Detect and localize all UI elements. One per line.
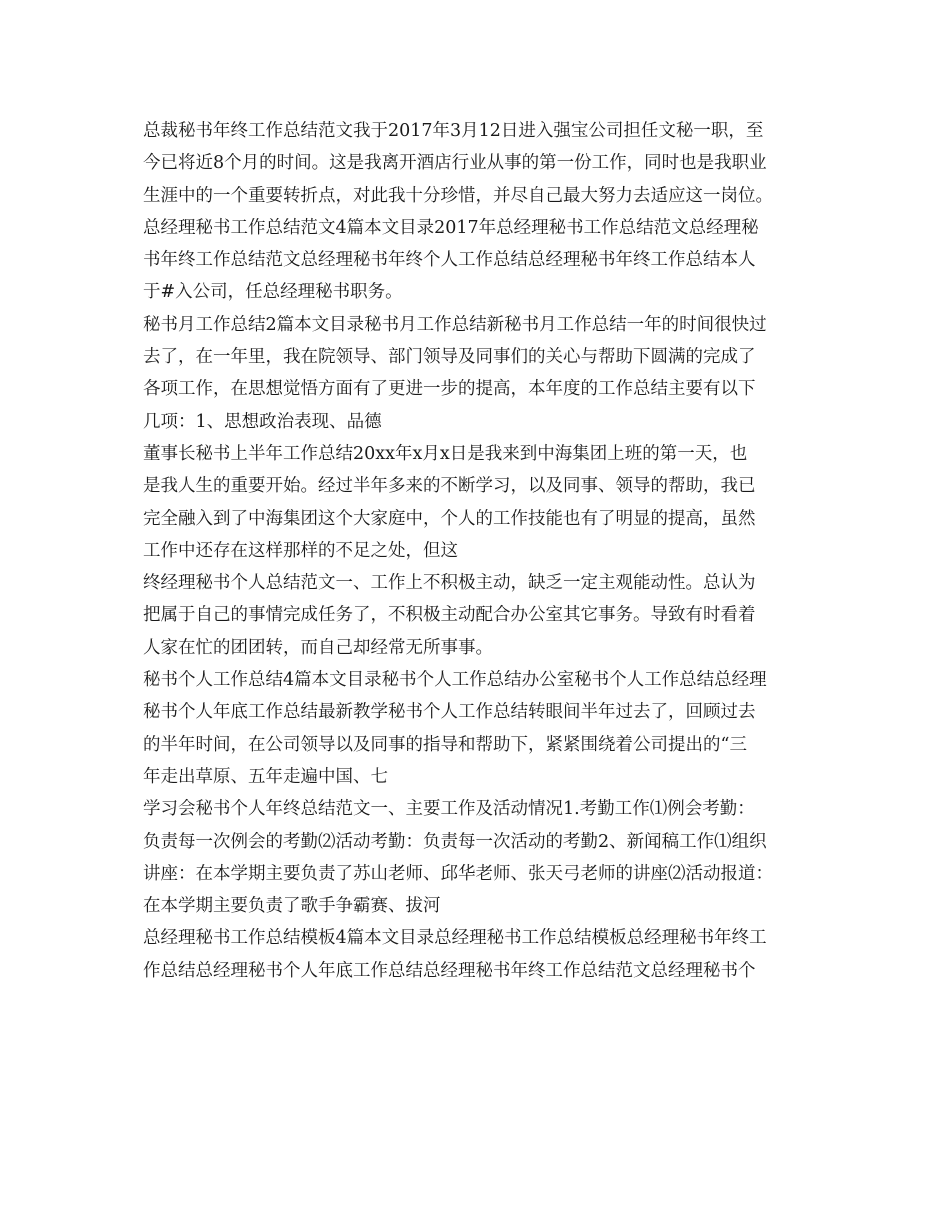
text-line: 在本学期主要负责了歌手争霸赛、拔河 (143, 896, 441, 917)
text-line: 秘书个人工作总结4篇本文目录秘书个人工作总结办公室秘书个人工作总结总经理 (143, 670, 767, 691)
text-line: 负责每一次例会的考勤⑵活动考勤：负责每一次活动的考勤2、新闻稿工作⑴组织 (143, 831, 767, 852)
text-line: 作总结总经理秘书个人年底工作总结总经理秘书年终工作总结范文总经理秘书个 (143, 960, 756, 981)
paragraph-3 (143, 309, 815, 438)
text-line: 总裁秘书年终工作总结范文我于2017年3月12日进入强宝公司担任文秘一职，至 (143, 121, 764, 141)
paragraph-1 (143, 115, 815, 212)
text-line: 把属于自己的事情完成任务了，不积极主动配合办公室其它事务。导致有时看着 (143, 605, 756, 626)
paragraph-6 (143, 664, 815, 793)
text-line: 总经理秘书工作总结范文4篇本文目录2017年总经理秘书工作总结范文总经理秘 (143, 217, 759, 238)
paragraph-4 (143, 438, 815, 567)
document-body (143, 115, 815, 987)
text-line: 书年终工作总结范文总经理秘书年终个人工作总结总经理秘书年终工作总结本人 (143, 250, 756, 271)
text-line: 去了，在一年里，我在院领导、部门领导及同事们的关心与帮助下圆满的完成了 (143, 347, 756, 368)
text-line: 于#入公司，任总经理秘书职务。 (143, 282, 403, 303)
text-line: 讲座：在本学期主要负责了苏山老师、邱华老师、张天弓老师的讲座⑵活动报道： (143, 863, 773, 884)
paragraph-5 (143, 567, 815, 664)
text-line: 年走出草原、五年走遍中国、七 (143, 766, 388, 787)
text-line: 总经理秘书工作总结模板4篇本文目录总经理秘书工作总结模板总经理秘书年终工 (143, 928, 767, 949)
text-line: 完全融入到了中海集团这个大家庭中，个人的工作技能也有了明显的提高，虽然 (143, 508, 756, 529)
paragraph-8 (143, 922, 815, 987)
text-line: 生涯中的一个重要转折点，对此我十分珍惜，并尽自己最大努力去适应这一岗位。 (143, 185, 773, 206)
text-line: 几项：1、思想政治表现、品德 (143, 411, 382, 432)
text-line: 秘书个人年底工作总结最新教学秘书个人工作总结转眼间半年过去了，回顾过去 (143, 702, 756, 723)
text-line: 是我人生的重要开始。经过半年多来的不断学习，以及同事、领导的帮助，我已 (143, 476, 756, 497)
paragraph-2 (143, 212, 815, 309)
text-line: 各项工作，在思想觉悟方面有了更进一步的提高，本年度的工作总结主要有以下 (143, 379, 756, 400)
text-line: 终经理秘书个人总结范文一、工作上不积极主动，缺乏一定主观能动性。总认为 (143, 573, 756, 594)
text-line: 工作中还存在这样那样的不足之处，但这 (143, 540, 458, 561)
text-line: 的半年时间，在公司领导以及同事的指导和帮助下，紧紧围绕着公司提出的“三 (143, 734, 747, 755)
text-line: 今已将近8个月的时间。这是我离开酒店行业从事的第一份工作，同时也是我职业 (143, 153, 767, 174)
paragraph-7 (143, 793, 815, 922)
text-line: 秘书月工作总结2篇本文目录秘书月工作总结新秘书月工作总结一年的时间很快过 (143, 314, 767, 335)
text-line: 学习会秘书个人年终总结范文一、主要工作及活动情况1.考勤工作⑴例会考勤： (143, 799, 755, 820)
text-line: 人家在忙的团团转，而自己却经常无所事事。 (143, 637, 493, 658)
text-line: 董事长秘书上半年工作总结20xx年x月x日是我来到中海集团上班的第一天，也 (143, 443, 748, 464)
